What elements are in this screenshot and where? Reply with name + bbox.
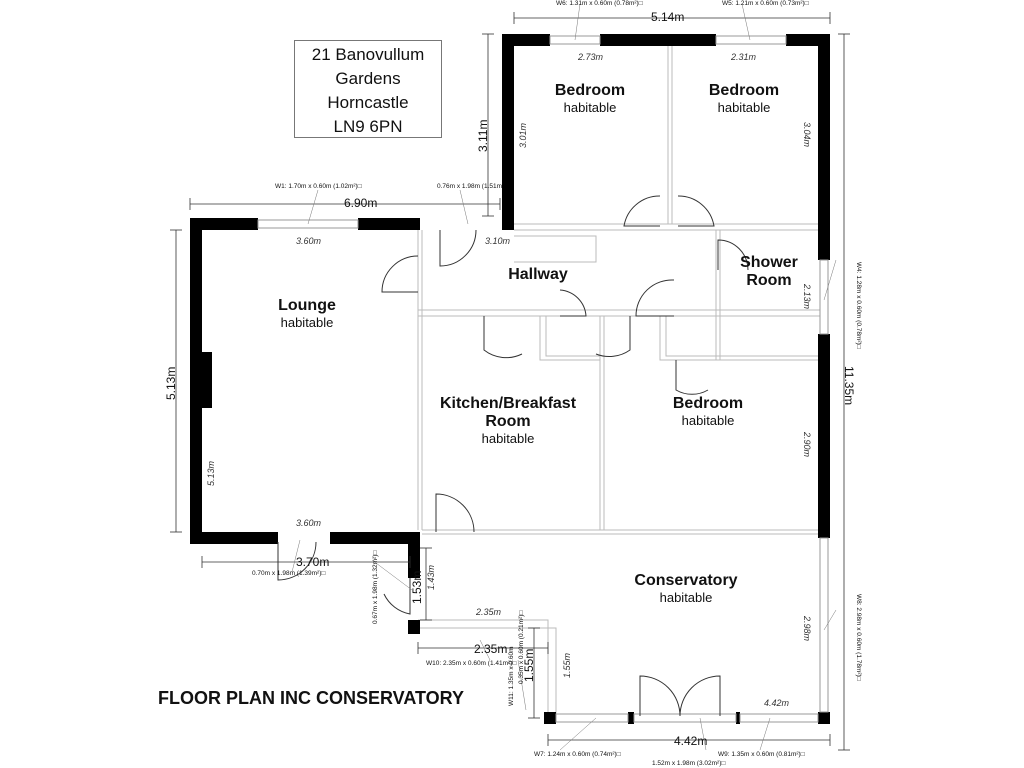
plan-title: FLOOR PLAN INC CONSERVATORY (158, 688, 465, 708)
room-name-line-2: Room (746, 272, 792, 289)
room-kitchen (426, 395, 590, 446)
room-type: habitable (681, 413, 735, 428)
room-name: Bedroom (554, 82, 626, 99)
dim-lounge-bottom: 3.70m (296, 555, 330, 569)
room-bedroom-3 (658, 395, 758, 428)
room-name-line-1: Shower (740, 254, 798, 271)
window-note-mid: 0.35m x 0.60m (0.21m²)□ (518, 610, 525, 684)
door-note-front: 0.76m x 1.98m (1.51m (437, 183, 503, 190)
dim-cons-step: 2.35m (474, 642, 508, 656)
room-name: Conservatory (634, 572, 738, 589)
dim-door-height: 1.53m (410, 570, 424, 604)
window-note-w8: W8: 2.98m x 0.60m (1.78m²)□ (855, 594, 862, 681)
window-note-w9: W9: 1.35m x 0.60m (0.81m²)□ (718, 751, 805, 758)
dim-cons-bottom: 4.42m (674, 734, 708, 748)
room-type: habitable (481, 431, 535, 446)
room-name: Lounge (278, 297, 336, 314)
room-conservatory (616, 572, 756, 605)
inner-dim-bed2-width: 2.31m (731, 52, 757, 62)
dim-top-total: 5.14m (651, 10, 685, 24)
inner-dim-bed3: 2.90m (802, 432, 812, 458)
address-line-1: 21 Banovullum (311, 45, 425, 64)
address-line-2: Gardens (335, 69, 401, 88)
address-line-3: Horncastle (327, 93, 409, 112)
inner-dim-hall: 3.10m (485, 236, 511, 246)
inner-dim-cons-height: 2.98m (802, 616, 812, 642)
inner-dim-cons-step: 1.55m (562, 652, 572, 678)
inner-dim-bed1-width: 2.73m (578, 52, 604, 62)
door-note-side: 0.67m x 1.98m (1.32m²)□ (372, 550, 379, 624)
dim-bedroom-left: 3.11m (476, 119, 490, 152)
inner-dim-cons-width: 4.42m (764, 698, 790, 708)
address-box (294, 40, 442, 138)
room-name-line-1: Kitchen/Breakfast (439, 395, 577, 412)
inner-dim-cons-side: 2.35m (476, 607, 502, 617)
inner-dim-bed1-height: 3.01m (518, 122, 528, 148)
room-lounge (257, 297, 357, 330)
window-note-left: W11: 1.35m x 0.60m (508, 646, 515, 706)
room-type: habitable (717, 100, 771, 115)
window-note-w7: W7: 1.24m x 0.60m (0.74m²)□ (534, 751, 621, 758)
door-note-patio: 1.52m x 1.98m (3.02m²)□ (652, 760, 726, 767)
room-name-line-2: Room (485, 413, 531, 430)
inner-dim-bed2-height: 3.04m (802, 122, 812, 148)
door-note-lounge: 0.70m x 1.98m (1.39m²)□ (252, 570, 326, 577)
room-type: habitable (563, 100, 617, 115)
room-name: Hallway (508, 266, 568, 283)
window-note-w5: W5: 1.21m x 0.60m (0.73m²)□ (722, 0, 809, 7)
inner-dim-shower: 2.13m (802, 284, 812, 310)
room-bedroom-1 (540, 82, 640, 115)
dim-cons-step-height: 1.55m (522, 648, 536, 682)
room-bedroom-2 (694, 82, 794, 115)
dim-right-total: 11.35m (842, 366, 856, 406)
window-note-w6: W6: 1.31m x 0.60m (0.78m²)□ (556, 0, 643, 7)
dim-lounge-height: 5.13m (164, 366, 178, 400)
room-hallway (488, 266, 588, 284)
room-name: Bedroom (708, 82, 780, 99)
window-note-w10: W10: 2.35m x 0.60m (1.41m²)□ (426, 660, 517, 667)
inner-dim-lounge-bottom: 3.60m (296, 518, 322, 528)
room-shower (724, 254, 814, 290)
inner-dim-lounge-top: 3.60m (296, 236, 322, 246)
window-note-w1: W1: 1.70m x 0.60m (1.02m²)□ (275, 183, 362, 190)
inner-dim-cons-left: 1.43m (426, 564, 436, 590)
room-type: habitable (280, 315, 334, 330)
inner-dim-lounge-height: 5.13m (206, 460, 216, 486)
address-line-4: LN9 6PN (333, 117, 403, 136)
dim-lounge-top: 6.90m (344, 196, 378, 210)
window-note-w4: W4: 1.28m x 0.60m (0.78m²)□ (855, 262, 862, 349)
room-name: Bedroom (672, 395, 744, 412)
room-type: habitable (659, 590, 713, 605)
